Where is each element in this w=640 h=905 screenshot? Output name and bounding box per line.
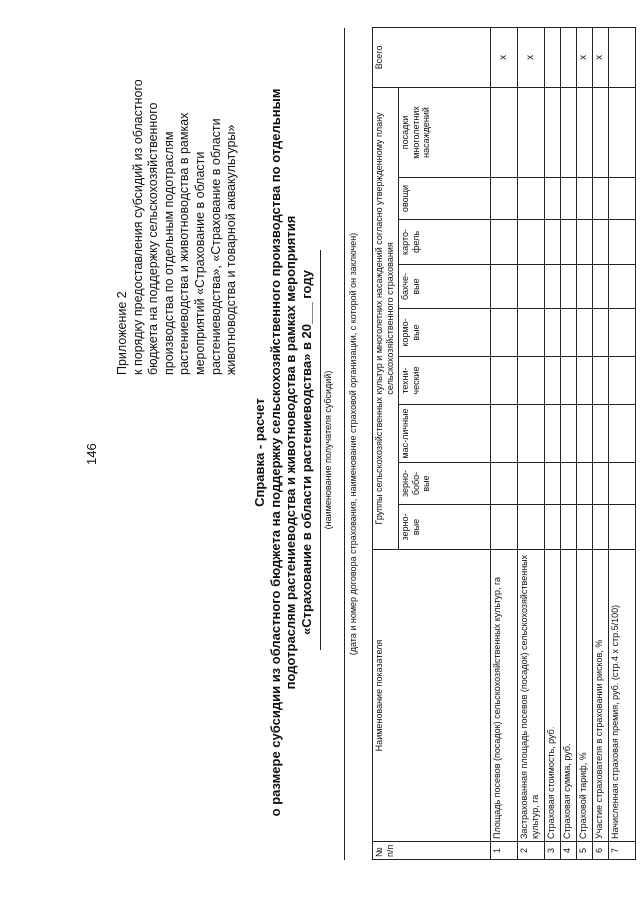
col-header-melons: бахче-вые: [399, 265, 491, 309]
col-header-legumes: зерно-бобо-вые: [399, 463, 491, 505]
title-line: подотраслям растениеводства и животноводства в рамках мероприятия: [283, 215, 298, 690]
groups-header: Группы сельскохозяйственных культур и многолетних насаждений согласно утвержденному плану сельскохозяйственного страхования: [373, 87, 399, 549]
table-row: [593, 27, 609, 859]
col-header-technical: техни-ческие: [399, 357, 491, 405]
header-row: [373, 27, 399, 859]
table-row: [518, 27, 545, 859]
name-header: Наименование показателя: [373, 550, 491, 842]
row-num: 2: [518, 842, 545, 860]
appendix-line: производства по отдельным подотраслям: [161, 131, 176, 375]
row-name: Страховая стоимость, руб.: [545, 550, 561, 842]
recipient-caption: (наименование получателя субсидий): [323, 370, 333, 530]
row-total: [545, 27, 561, 87]
num-header: № п/п: [373, 842, 491, 860]
col-header-perennials: посадки многолетних насаждений: [399, 87, 491, 177]
table-row: [545, 27, 561, 859]
row-name: Начисленная страховая премия, руб. (стр.4 x стр.5/100): [609, 550, 636, 842]
row-num: 7: [609, 842, 636, 860]
row-total: x: [577, 27, 593, 87]
row-total: [609, 27, 636, 87]
total-header: Всего: [373, 27, 491, 87]
page-number: 146: [84, 443, 99, 465]
table-row: [561, 27, 577, 859]
contract-caption: (дата и номер договора страхования, наименование страховой организации, с которой он заключен): [348, 232, 358, 656]
appendix-line: мероприятий «Страхование в области: [192, 151, 207, 375]
title-line: Справка - расчет: [252, 398, 267, 507]
row-num: 3: [545, 842, 561, 860]
appendix-line: растениеводства», «Страхование в области: [208, 118, 223, 375]
document-title: [252, 40, 314, 865]
appendix-line: растениеводства и животноводства в рамках: [177, 112, 192, 375]
col-header-grain: зерно-вые: [399, 505, 491, 550]
appendix-line: Приложение 2: [115, 291, 129, 375]
col-header-fodder: кормо-вые: [399, 309, 491, 357]
row-name: Площадь посевов (посадок) сельскохозяйственных культур, га: [491, 550, 518, 842]
row-name: Застрахованная площадь посевов (посадок) сельскохозяйственных культур, га: [518, 550, 545, 842]
row-total: [561, 27, 577, 87]
row-total: x: [518, 27, 545, 87]
row-num: 4: [561, 842, 577, 860]
col-header-oilseeds: мас-личные: [399, 405, 491, 463]
title-line: «Страхование в области растениеводства» в 20___ году: [298, 270, 314, 635]
table-row: [609, 27, 636, 859]
table-row: [491, 27, 518, 859]
calculation-table: [372, 27, 636, 860]
row-num: 5: [577, 842, 593, 860]
row-total: x: [491, 27, 518, 87]
row-name: Участие страхователя в страховании рисков, %: [593, 550, 609, 842]
col-header-vegetables: овощи: [399, 178, 491, 220]
recipient-line: [320, 250, 321, 650]
appendix-line: животноводства и товарной аквакультуры»: [224, 124, 239, 375]
row-total: x: [593, 27, 609, 87]
row-name: Страховая сумма, руб.: [561, 550, 577, 842]
contract-line: [344, 28, 345, 860]
row-name: Страховой тариф, %: [577, 550, 593, 842]
table-row: [577, 27, 593, 859]
col-header-potato: карто-фель: [399, 220, 491, 265]
row-num: 6: [593, 842, 609, 860]
title-line: о размере субсидии из областного бюджета на поддержку сельскохозяйственного производства по отдельным: [267, 88, 283, 817]
appendix-line: бюджета на поддержку сельскохозяйственного: [146, 102, 161, 375]
appendix-note: [115, 30, 240, 375]
appendix-line: к порядку предоставления субсидий из областного: [130, 79, 145, 375]
row-num: 1: [491, 842, 518, 860]
